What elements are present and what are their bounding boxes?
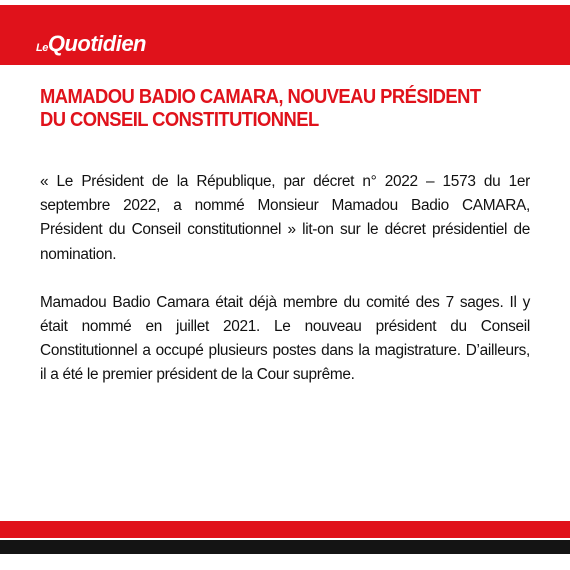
article-headline: MAMADOU BADIO CAMARA, NOUVEAU PRÉSIDENT DU CONSEIL CONSTITUTIONNEL xyxy=(40,86,481,131)
logo-prefix: Le xyxy=(36,42,48,54)
logo[interactable] xyxy=(36,31,146,57)
footer-red-band xyxy=(0,521,570,538)
masthead-bar xyxy=(0,5,570,65)
paragraph-1: « Le Président de la République, par décret n° 2022 – 1573 du 1er septembre 2022, a nommé Monsieur Mamadou Badio CAMARA, Président du Conseil constitutionnel » lit-on sur le décret présidentiel de nomination. xyxy=(40,173,530,263)
footer-black-band xyxy=(0,540,570,554)
paragraph-2: Mamadou Badio Camara était déjà membre du comité des 7 sages. Il y était nommé en juillet 2021. Le nouveau président du Conseil Constitutionnel a occupé plusieurs postes dans la magistrature. D’ailleurs, il a été le premier président de la Cour suprême. xyxy=(40,293,530,384)
article-body xyxy=(40,170,530,412)
logo-name: Quotidien xyxy=(47,31,146,56)
